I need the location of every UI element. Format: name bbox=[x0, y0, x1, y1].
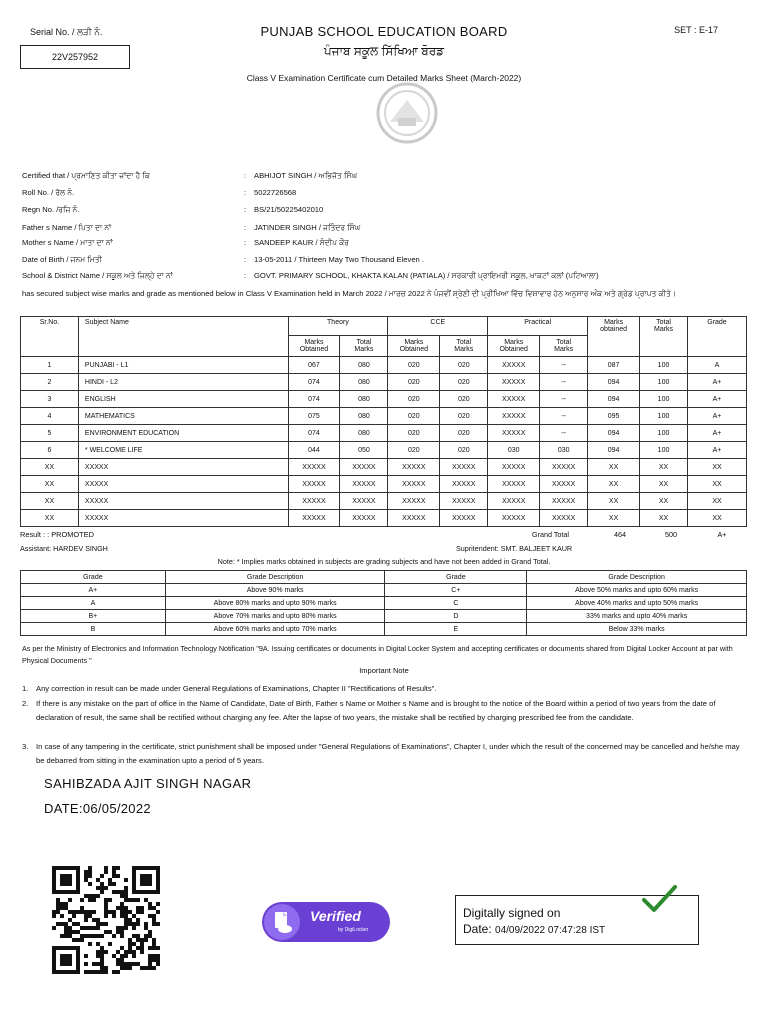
sub-cce-total: Total Marks bbox=[440, 336, 488, 357]
grade-cell: Above 60% marks and upto 70% marks bbox=[165, 623, 385, 636]
table-cell: 4 bbox=[21, 408, 79, 425]
important-note-3: 3. In case of any tampering in the certificate, strict punishment shall be imposed under "General Regulations of Examinations", Chapter I, under which the result of the concerned may be cancelled and he/she may be debarred from sitting in the examination upto a period of 5 years. bbox=[22, 742, 740, 765]
table-row bbox=[21, 459, 747, 476]
table-row bbox=[21, 408, 747, 425]
checkmark-icon bbox=[640, 884, 678, 914]
field-dob: Date of Birth / ਜਨਮ ਮਿਤੀ : 13-05-2011 / Thirteen May Two Thousand Eleven . bbox=[22, 255, 424, 264]
table-cell: MATHEMATICS bbox=[78, 408, 288, 425]
grade-header-row bbox=[21, 571, 747, 584]
field-roll: Roll No. / ਰੋਲ ਨੰ. : 5022726568 bbox=[22, 188, 297, 197]
table-cell: -- bbox=[540, 391, 588, 408]
table-cell: 100 bbox=[640, 391, 688, 408]
table-cell: XXXXX bbox=[288, 459, 340, 476]
table-cell: XXXXX bbox=[388, 459, 440, 476]
board-name-english: PUNJAB SCHOOL EDUCATION BOARD bbox=[260, 24, 508, 39]
table-cell: XX bbox=[687, 459, 746, 476]
table-cell: 020 bbox=[440, 425, 488, 442]
table-cell: 030 bbox=[540, 442, 588, 459]
table-cell: A+ bbox=[687, 442, 746, 459]
grade-table bbox=[20, 570, 747, 636]
table-cell: 094 bbox=[588, 425, 640, 442]
table-row bbox=[21, 374, 747, 391]
table-cell: XX bbox=[21, 459, 79, 476]
header-srno: Sr.No. bbox=[21, 317, 79, 357]
table-cell: XX bbox=[588, 493, 640, 510]
table-cell: XXXXX bbox=[340, 510, 388, 527]
table-cell: XXXXX bbox=[540, 510, 588, 527]
grade-cell: 33% marks and upto 40% marks bbox=[527, 610, 747, 623]
serial-label: Serial No. / ਲੜੀ ਨੰ. bbox=[30, 27, 103, 37]
table-cell: A+ bbox=[687, 391, 746, 408]
table-row bbox=[21, 425, 747, 442]
table-cell: XXXXX bbox=[340, 493, 388, 510]
table-row bbox=[21, 391, 747, 408]
table-cell: 080 bbox=[340, 408, 388, 425]
table-row bbox=[21, 493, 747, 510]
table-cell: XX bbox=[588, 459, 640, 476]
issue-city: SAHIBZADA AJIT SINGH NAGAR bbox=[44, 776, 252, 791]
superintendent-name: Supritendent: SMT. BALJEET KAUR bbox=[456, 544, 573, 553]
signature-date: Date: 04/09/2022 07:47:28 IST bbox=[463, 922, 606, 936]
table-cell: 050 bbox=[340, 442, 388, 459]
table-cell: XXXXX bbox=[388, 493, 440, 510]
grade-header: Grade bbox=[21, 571, 166, 584]
table-cell: ENGLISH bbox=[78, 391, 288, 408]
serial-number: 22V257952 bbox=[20, 45, 130, 69]
grade-row bbox=[21, 623, 747, 636]
table-cell: XX bbox=[588, 476, 640, 493]
table-cell: 020 bbox=[388, 408, 440, 425]
table-cell: 075 bbox=[288, 408, 340, 425]
important-note-title: Important Note bbox=[359, 666, 409, 675]
table-cell: XXXXX bbox=[540, 459, 588, 476]
table-cell: -- bbox=[540, 357, 588, 374]
table-cell: A bbox=[687, 357, 746, 374]
table-cell: XXXXX bbox=[540, 476, 588, 493]
header-grade: Grade bbox=[687, 317, 746, 357]
table-cell: XXXXX bbox=[440, 493, 488, 510]
table-cell: XX bbox=[21, 510, 79, 527]
verified-text: Verified bbox=[310, 908, 361, 924]
header-total-marks: Total Marks bbox=[640, 317, 688, 357]
table-cell: 3 bbox=[21, 391, 79, 408]
important-note-2: 2. If there is any mistake on the part of office in the Name of Candidate, Date of Birth, Father s Name or Mother s Name and is brought to the notice of the Board within a period of two years from the date of declaration of result, the same shall be rectified without charging any fee. After the lapse of two years, the mistake shall be rectified by charging prescribed fee from the candidate. bbox=[22, 699, 716, 722]
grand-total-max: 500 bbox=[665, 530, 677, 539]
header-marks-obtained: Marks obtained bbox=[588, 317, 640, 357]
table-cell: XXXXX bbox=[488, 493, 540, 510]
verified-by-text: by DigiLocker bbox=[338, 927, 369, 933]
table-cell: 020 bbox=[388, 391, 440, 408]
table-cell: XXXXX bbox=[440, 459, 488, 476]
table-cell: XXXXX bbox=[288, 476, 340, 493]
field-father: Father s Name / ਪਿਤਾ ਦਾ ਨਾਂ : JATINDER SINGH / ਜਤਿੰਦਰ ਸਿੰਘ bbox=[22, 223, 361, 232]
table-cell: A+ bbox=[687, 374, 746, 391]
table-cell: XX bbox=[640, 459, 688, 476]
field-label: School & District Name / ਸਕੂਲ ਅਤੇ ਜਿਲ੍ਹੇ ਦਾ ਨਾਂ bbox=[22, 271, 173, 280]
table-cell: PUNJABI - L1 bbox=[78, 357, 288, 374]
grade-desc-header: Grade Description bbox=[527, 571, 747, 584]
grade-cell: D bbox=[385, 610, 527, 623]
table-cell: 095 bbox=[588, 408, 640, 425]
table-cell: 074 bbox=[288, 391, 340, 408]
table-row bbox=[21, 476, 747, 493]
table-cell: XXXXX bbox=[488, 425, 540, 442]
table-cell: XXXXX bbox=[288, 510, 340, 527]
grade-cell: Above 40% marks and upto 50% marks bbox=[527, 597, 747, 610]
table-cell: XXXXX bbox=[488, 357, 540, 374]
table-cell: XXXXX bbox=[540, 493, 588, 510]
grade-cell: Below 33% marks bbox=[527, 623, 747, 636]
table-cell: 100 bbox=[640, 425, 688, 442]
table-cell: 100 bbox=[640, 357, 688, 374]
board-name-punjabi: ਪੰਜਾਬ ਸਕੂਲ ਸਿੱਖਿਆ ਬੋਰਡ bbox=[324, 44, 444, 58]
table-cell: XXXXX bbox=[78, 476, 288, 493]
table-cell: A+ bbox=[687, 408, 746, 425]
table-cell: XX bbox=[687, 493, 746, 510]
grade-cell: Above 50% marks and upto 60% marks bbox=[527, 584, 747, 597]
table-cell: 100 bbox=[640, 442, 688, 459]
grade-cell: A+ bbox=[21, 584, 166, 597]
table-cell: 2 bbox=[21, 374, 79, 391]
field-label: Date of Birth / ਜਨਮ ਮਿਤੀ bbox=[22, 255, 102, 264]
table-cell: 067 bbox=[288, 357, 340, 374]
sub-theory-total: Total Marks bbox=[340, 336, 388, 357]
table-cell: 080 bbox=[340, 374, 388, 391]
field-certified: Certified that / ਪ੍ਰਮਾਣਿਤ ਕੀਤਾ ਜਾਂਦਾ ਹੈ ਕਿ : ABHIJOT SINGH / ਅਭਿਜੋਤ ਸਿੰਘ bbox=[22, 171, 358, 180]
table-cell: ENVIRONMENT EDUCATION bbox=[78, 425, 288, 442]
grade-row bbox=[21, 610, 747, 623]
table-cell: XXXXX bbox=[488, 391, 540, 408]
grand-total-obtained: 464 bbox=[614, 530, 626, 539]
header-practical: Practical bbox=[488, 317, 588, 336]
table-cell: XXXXX bbox=[78, 493, 288, 510]
set-number: SET : E-17 bbox=[674, 25, 718, 35]
registration-number: BS/21/50225402010 bbox=[254, 205, 324, 214]
table-cell: XX bbox=[687, 510, 746, 527]
table-cell: 080 bbox=[340, 357, 388, 374]
exam-title: Class V Examination Certificate cum Detailed Marks Sheet (March-2022) bbox=[246, 73, 522, 83]
table-cell: 044 bbox=[288, 442, 340, 459]
table-cell: XXXXX bbox=[388, 476, 440, 493]
table-row bbox=[21, 442, 747, 459]
table-cell: XXXXX bbox=[440, 510, 488, 527]
grade-cell: E bbox=[385, 623, 527, 636]
grade-row bbox=[21, 597, 747, 610]
table-cell: 020 bbox=[440, 442, 488, 459]
sub-practical-obtained: Marks Obtained bbox=[488, 336, 540, 357]
table-cell: 087 bbox=[588, 357, 640, 374]
result-status: Result : : PROMOTED bbox=[20, 530, 94, 539]
table-cell: 1 bbox=[21, 357, 79, 374]
school-name: GOVT. PRIMARY SCHOOL, KHAKTA KALAN (PATIALA) / ਸਰਕਾਰੀ ਪ੍ਰਾਇਮਰੀ ਸਕੂਲ, ਖਾਕਟਾਂ ਕਲਾਂ (ਪਟਿਆਲਾ) bbox=[254, 271, 599, 280]
table-cell: 020 bbox=[440, 408, 488, 425]
sub-theory-obtained: Marks Obtained bbox=[288, 336, 340, 357]
field-label: Certified that / ਪ੍ਰਮਾਣਿਤ ਕੀਤਾ ਜਾਂਦਾ ਹੈ ਕਿ bbox=[22, 171, 150, 180]
table-cell: 020 bbox=[388, 357, 440, 374]
table-cell: 030 bbox=[488, 442, 540, 459]
header-subject: Subject Name bbox=[78, 317, 288, 357]
table-cell: -- bbox=[540, 425, 588, 442]
date-of-birth: 13-05-2011 / Thirteen May Two Thousand Eleven . bbox=[254, 255, 424, 264]
table-cell: XXXXX bbox=[488, 476, 540, 493]
field-label: Father s Name / ਪਿਤਾ ਦਾ ਨਾਂ bbox=[22, 223, 112, 232]
table-cell: -- bbox=[540, 408, 588, 425]
table-cell: 020 bbox=[440, 357, 488, 374]
table-cell: XXXXX bbox=[288, 493, 340, 510]
table-cell: 094 bbox=[588, 442, 640, 459]
field-label: Roll No. / ਰੋਲ ਨੰ. bbox=[22, 188, 75, 197]
table-cell: * WELCOME LIFE bbox=[78, 442, 288, 459]
table-cell: XX bbox=[21, 476, 79, 493]
table-cell: 094 bbox=[588, 391, 640, 408]
sub-cce-obtained: Marks Obtained bbox=[388, 336, 440, 357]
field-school: School & District Name / ਸਕੂਲ ਅਤੇ ਜਿਲ੍ਹੇ ਦਾ ਨਾਂ : GOVT. PRIMARY SCHOOL, KHAKTA KALAN (PATIALA) / ਸਰਕਾਰੀ ਪ੍ਰਾਇਮਰੀ ਸਕੂਲ, ਖਾਕਟਾਂ ਕਲਾਂ (ਪਟਿਆਲਾ) bbox=[22, 271, 599, 280]
marks-table bbox=[20, 316, 747, 527]
field-label: Regn No. /ਰਜਿ ਨੰ. bbox=[22, 205, 80, 214]
table-cell: 074 bbox=[288, 425, 340, 442]
table-header-row bbox=[21, 317, 747, 336]
table-cell: 100 bbox=[640, 408, 688, 425]
grade-cell: B+ bbox=[21, 610, 166, 623]
table-cell: XXXXX bbox=[340, 476, 388, 493]
table-cell: 020 bbox=[388, 442, 440, 459]
signature-label: Digitally signed on bbox=[463, 906, 561, 920]
table-cell: 5 bbox=[21, 425, 79, 442]
table-cell: XXXXX bbox=[488, 459, 540, 476]
table-cell: -- bbox=[540, 374, 588, 391]
mother-name: SANDEEP KAUR / ਸੰਦੀਪ ਕੌਰ bbox=[254, 238, 349, 247]
grade-cell: C+ bbox=[385, 584, 527, 597]
header-cce: CCE bbox=[388, 317, 488, 336]
grand-total-label: Grand Total bbox=[532, 530, 570, 539]
grade-cell: Above 70% marks and upto 80% marks bbox=[165, 610, 385, 623]
grade-cell: C bbox=[385, 597, 527, 610]
table-cell: XXXXX bbox=[78, 459, 288, 476]
field-regn: Regn No. /ਰਜਿ ਨੰ. : BS/21/50225402010 bbox=[22, 205, 324, 214]
secured-statement: has secured subject wise marks and grade as mentioned below in Class V Examination held in March 2022 / ਮਾਰਚ 2022 ਨੇ ਪੰਜਵੀਂ ਸ਼੍ਰੇਣੀ ਦੀ ਪ੍ਰੀਖਿਆ ਵਿੱਚ ਵਿਸ਼ਾਵਾਰ ਹੇਠ ਅਨੁਸਾਰ ਅੰਕ ਅਤੇ ਗ੍ਰੇਡ ਪ੍ਰਾਪਤ ਕੀਤੇ। bbox=[22, 289, 676, 298]
candidate-name: ABHIJOT SINGH / ਅਭਿਜੋਤ ਸਿੰਘ bbox=[254, 171, 358, 180]
sub-practical-total: Total Marks bbox=[540, 336, 588, 357]
grade-cell: Above 80% marks and upto 90% marks bbox=[165, 597, 385, 610]
table-cell: XXXXX bbox=[488, 408, 540, 425]
field-label: Mother s Name / ਮਾਤਾ ਦਾ ਨਾਂ bbox=[22, 238, 113, 247]
table-cell: 020 bbox=[440, 374, 488, 391]
table-cell: XXXXX bbox=[488, 374, 540, 391]
header-theory: Theory bbox=[288, 317, 388, 336]
assistant-name: Assistant: HARDEV SINGH bbox=[20, 544, 108, 553]
qr-code-icon bbox=[52, 866, 160, 974]
table-cell: 074 bbox=[288, 374, 340, 391]
father-name: JATINDER SINGH / ਜਤਿੰਦਰ ਸਿੰਘ bbox=[254, 223, 361, 232]
table-cell: XX bbox=[640, 510, 688, 527]
table-cell: 020 bbox=[388, 374, 440, 391]
issue-date: DATE:06/05/2022 bbox=[44, 801, 151, 816]
grade-cell: B bbox=[21, 623, 166, 636]
grand-total-grade: A+ bbox=[717, 530, 727, 539]
table-cell: A+ bbox=[687, 425, 746, 442]
table-cell: XXXXX bbox=[388, 510, 440, 527]
table-cell: 080 bbox=[340, 425, 388, 442]
roll-number: 5022726568 bbox=[254, 188, 297, 197]
table-cell: 080 bbox=[340, 391, 388, 408]
table-cell: XX bbox=[687, 476, 746, 493]
grade-desc-header: Grade Description bbox=[165, 571, 385, 584]
table-row bbox=[21, 510, 747, 527]
board-emblem-icon bbox=[376, 82, 438, 144]
grade-cell: Above 90% marks bbox=[165, 584, 385, 597]
table-cell: 100 bbox=[640, 374, 688, 391]
table-cell: 020 bbox=[440, 391, 488, 408]
table-cell: 6 bbox=[21, 442, 79, 459]
grade-row bbox=[21, 584, 747, 597]
table-cell: XX bbox=[640, 476, 688, 493]
table-cell: HINDI - L2 bbox=[78, 374, 288, 391]
table-row bbox=[21, 357, 747, 374]
table-cell: 020 bbox=[388, 425, 440, 442]
table-cell: XXXXX bbox=[440, 476, 488, 493]
ministry-notification: As per the Ministry of Electronics and Information Technology Notification "9A. Issuing certificates or documents in Digital Locker System and accepting certificates or documents shared from Digital Locker Account at par with Physical Documents " bbox=[22, 644, 733, 665]
table-cell: XXXXX bbox=[340, 459, 388, 476]
table-cell: XXXXX bbox=[78, 510, 288, 527]
grading-note: Note: * Implies marks obtained in subjects are grading subjects and have not been added in Grand Total. bbox=[217, 557, 551, 566]
grade-header: Grade bbox=[385, 571, 527, 584]
field-mother: Mother s Name / ਮਾਤਾ ਦਾ ਨਾਂ : SANDEEP KAUR / ਸੰਦੀਪ ਕੌਰ bbox=[22, 238, 349, 247]
important-note-1: 1. Any correction in result can be made under General Regulations of Examinations, Chapter II "Rectifications of Results". bbox=[22, 684, 437, 693]
table-cell: XXXXX bbox=[488, 510, 540, 527]
grade-cell: A bbox=[21, 597, 166, 610]
table-cell: 094 bbox=[588, 374, 640, 391]
document-cloud-icon bbox=[264, 904, 300, 940]
table-cell: XX bbox=[588, 510, 640, 527]
table-cell: XX bbox=[640, 493, 688, 510]
digilocker-verified-badge bbox=[262, 902, 390, 942]
table-cell: XX bbox=[21, 493, 79, 510]
